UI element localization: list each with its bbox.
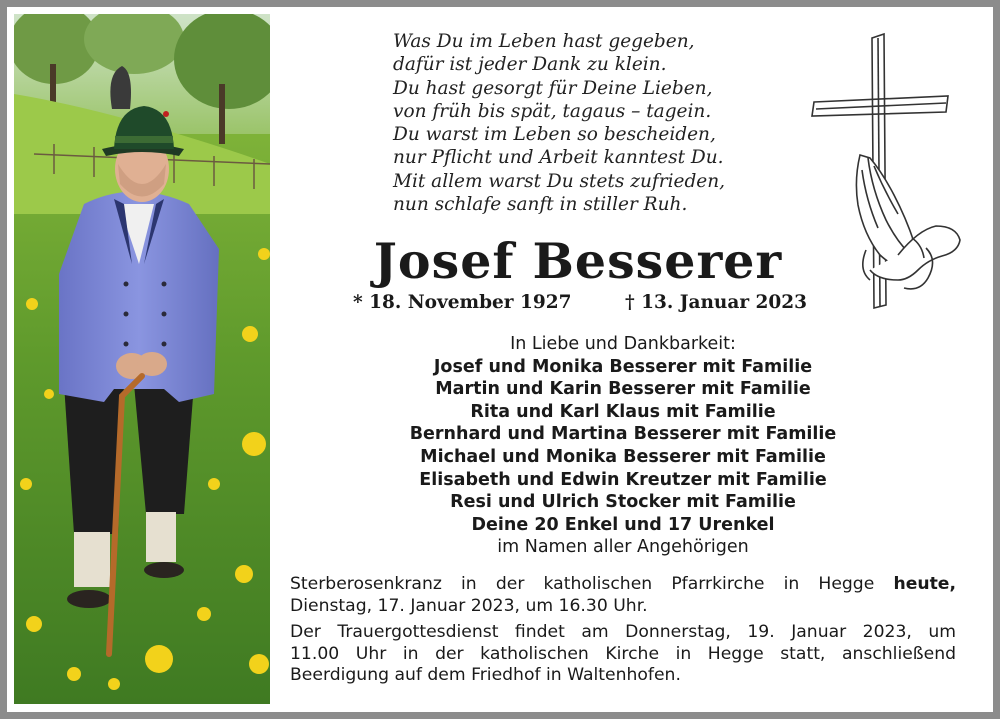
service-notice-line: Der Trauergottesdienst findet am Donnerstag, 19. Januar 2023, um xyxy=(290,622,956,642)
deceased-name: Josef Besserer xyxy=(373,232,783,290)
poem-line: Du warst im Leben so bescheiden, xyxy=(393,124,716,146)
poem-line: Du hast gesorgt für Deine Lieben, xyxy=(393,77,713,99)
mourner-family: Josef und Monika Besserer mit Familie xyxy=(433,356,813,377)
poem-line: dafür ist jeder Dank zu klein. xyxy=(393,54,667,76)
mourner-family: Elisabeth und Edwin Kreutzer mit Familie xyxy=(419,469,827,490)
mourner-family: Rita und Karl Klaus mit Familie xyxy=(470,401,776,422)
mourner-family: Resi und Ulrich Stocker mit Familie xyxy=(450,492,796,513)
rosary-notice-line xyxy=(290,574,956,596)
poem-line: Was Du im Leben hast gegeben, xyxy=(393,31,695,52)
poem xyxy=(393,30,793,216)
mourners-intro: In Liebe und Dankbarkeit: xyxy=(510,334,736,354)
mourners-outro: im Namen aller Angehörigen xyxy=(497,537,749,558)
death-date: † 13. Januar 2023 xyxy=(625,292,808,313)
poem-line: von früh bis spät, tagaus – tagein. xyxy=(393,100,712,122)
service-notice-line: 11.00 Uhr in der katholischen Kirche in Hegge statt, anschließend xyxy=(290,643,956,664)
birth-date: * 18. November 1927 xyxy=(353,292,572,313)
mourner-family: Martin und Karin Besserer mit Familie xyxy=(435,379,811,400)
poem-line: nun schlafe sanft in stiller Ruh. xyxy=(393,194,688,216)
rosary-notice-line: Dienstag, 17. Januar 2023, um 16.30 Uhr. xyxy=(290,595,648,616)
poem-line: nur Pflicht und Arbeit kanntest Du. xyxy=(393,147,724,169)
mourners-list xyxy=(290,333,956,559)
mourner-family: Deine 20 Enkel und 17 Urenkel xyxy=(471,514,775,535)
poem-line: Mit allem warst Du stets zufrieden, xyxy=(393,170,726,192)
rosary-text: Sterberosenkranz in der katholischen Pfarrkirche in Hegge xyxy=(290,574,875,594)
service-notice-line: Beerdigung auf dem Friedhof in Waltenhofen. xyxy=(290,665,681,685)
rosary-today: heute, xyxy=(893,574,956,594)
mourner-family: Michael und Monika Besserer mit Familie xyxy=(420,446,826,467)
funeral-service-notice xyxy=(290,622,956,687)
mourner-family: Bernhard und Martina Besserer mit Familie xyxy=(409,424,837,445)
portrait-photo xyxy=(14,14,270,704)
rosary-notice xyxy=(290,574,956,617)
